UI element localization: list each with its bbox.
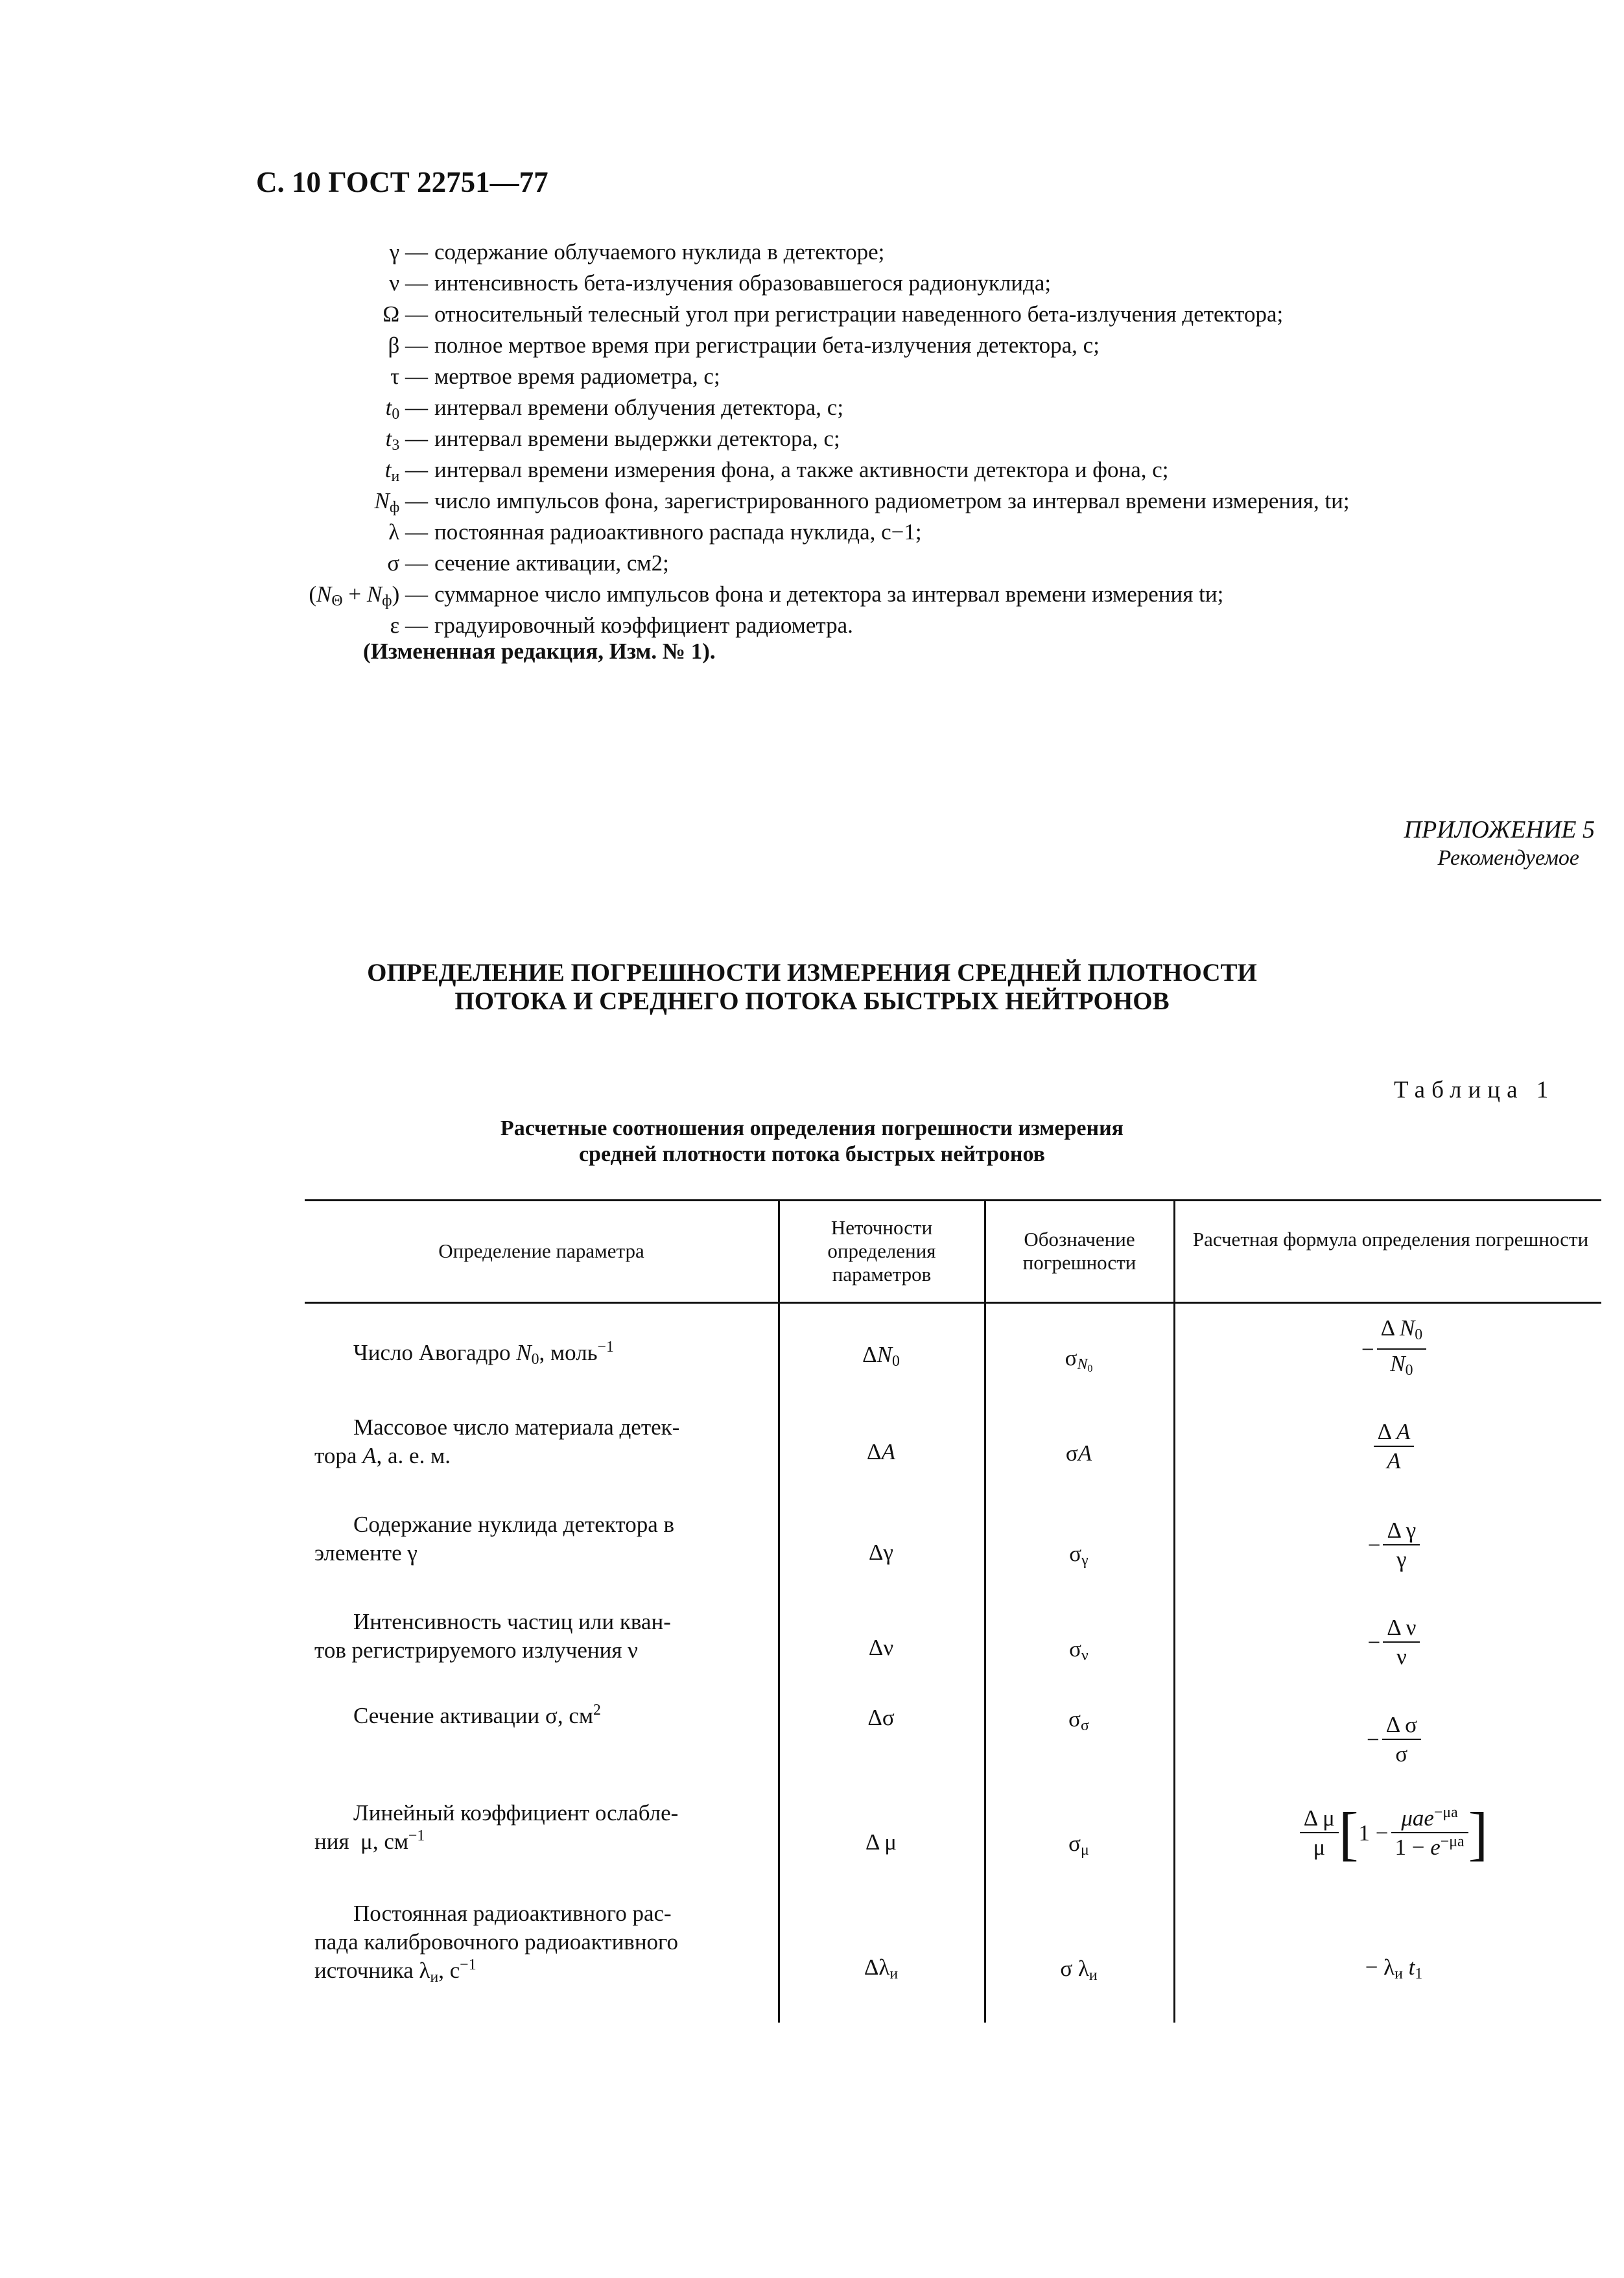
formula-cell: − $\lambda_и$ $t_1$ [1365,1955,1423,1982]
legend-text: интенсивность бета-излучения образовавшегося радионуклида; [434,270,1052,296]
table-column-divider [778,1199,780,2023]
appendix-title: ПРИЛОЖЕНИЕ 5 [1404,816,1595,843]
table-column-divider [1173,1199,1175,2023]
table-row-param: Интенсивность частиц или кван- тов регистрируемого излучения ν [314,1609,671,1663]
legend-text: суммарное число импульсов фона и детектора за интервал времени измерения tи; [434,581,1224,607]
table-label: Таблица 1 [1394,1077,1555,1103]
legend-symbol: λ — [388,519,428,545]
table-row-param: Постоянная радиоактивного рас- пада калибровочного радиоактивного источника $\lambda_и$, $с^{-1}$ [314,1901,679,1986]
table-row-param: Число Авогадро $N_0$, моль$^{-1}$ [353,1338,614,1368]
inaccuracy-cell: ΔA [867,1439,895,1464]
header-designation: Обозначение погрешности [1022,1228,1136,1274]
designation-cell: $\sigma_\gamma$ [1069,1541,1089,1569]
inaccuracy-cell: $\Delta N_0$ [862,1342,900,1370]
table-row-param: Линейный коэффициент ослабле- ния μ, $см^{-1}$ [314,1800,679,1854]
legend-symbol: ε — [390,613,428,638]
appendix-subtitle: Рекомендуемое [1437,846,1579,870]
legend-symbol: β — [388,333,428,358]
table-column-divider [984,1199,986,2023]
legend-symbol: $t_и$ — [384,457,428,485]
legend-text: интервал времени измерения фона, а также активности детектора и фона, с; [434,457,1169,482]
legend-symbol: $t_0$ — [385,395,428,423]
table-header-rule [305,1302,1601,1304]
formula-cell: − $\frac{\text{Δ σ}}{\sigma}$ [1186,1711,1601,1768]
designation-cell: $\sigma_{N_0}$ [1065,1345,1093,1374]
table-caption-line-2: средней плотности потока быстрых нейтронов [578,1142,1046,1166]
legend-symbol: $(N_\Theta + N_ф)$ — [309,581,428,609]
legend-text: полное мертвое время при регистрации бета-излучения детектора, с; [434,333,1100,358]
legend-text: мертвое время радиометра, с; [434,364,720,389]
legend-symbol: $t_3$ — [385,426,428,454]
header-inaccuracy: Неточности определения параметров [827,1216,936,1286]
legend-text: содержание облучаемого нуклида в детекторе; [434,239,885,264]
legend-symbol: γ — [389,239,428,264]
legend-text: сечение активации, см2; [434,550,669,576]
formula-cell: $\frac{\text{Δ μ}}{\mu}$ [1 − $\frac{\mu ae^{-\mu a}}{1 - e^{-\mu a}}$ ] [1186,1803,1601,1863]
designation-cell: $\sigma_\sigma$ [1068,1706,1089,1734]
formula-cell: − $\frac{\text{Δ ν}}{\nu}$ [1186,1614,1601,1671]
inaccuracy-cell: Δγ [869,1540,893,1565]
inaccuracy-cell: Δσ [867,1705,895,1730]
formula-cell: $\frac{\text{Δ A}}{A}$ [1186,1418,1601,1475]
legend-text: число импульсов фона, зарегистрированного радиометром за интервал времени измерения, tи; [434,488,1350,513]
inaccuracy-cell: Δ μ [865,1829,897,1855]
legend-text: интервал времени выдержки детектора, с; [434,426,840,451]
table-row-param: Сечение активации σ, $см^2$ [353,1701,601,1728]
table-row-param: Массовое число материала детек- тора A, а. е. м. [314,1415,680,1468]
legend-symbol: σ — [387,550,428,576]
designation-cell: σA [1065,1440,1092,1466]
amendment-note: (Измененная редакция, Изм. № 1). [363,639,716,664]
main-title-line-1: ОПРЕДЕЛЕНИЕ ПОГРЕШНОСТИ ИЗМЕРЕНИЯ СРЕДНЕЙ ПЛОТНОСТИ [367,959,1257,987]
table-caption-line-1: Расчетные соотношения определения погрешности измерения [500,1116,1124,1140]
legend-text: постоянная радиоактивного распада нуклида, с−1; [434,519,922,545]
header-formula: Расчетная формула определения погрешности [1192,1228,1589,1251]
legend-symbol: τ — [390,364,428,389]
page-header: С. 10 ГОСТ 22751—77 [256,166,548,198]
designation-cell: $\sigma_\nu$ [1069,1636,1089,1664]
table-row-param: Содержание нуклида детектора в элементе γ [314,1512,675,1566]
main-title-line-2: ПОТОКА И СРЕДНЕГО ПОТОКА БЫСТРЫХ НЕЙТРОНОВ [454,987,1170,1015]
formula-cell: − $\frac{\Delta N_0}{N_0}$ [1186,1315,1601,1385]
formula-cell: − $\frac{\text{Δ γ}}{\gamma}$ [1186,1517,1601,1574]
legend-symbol: ν — [389,270,428,296]
table-top-rule [305,1199,1601,1201]
legend-symbol: $N_ф$ — [374,488,428,516]
inaccuracy-cell: $\Delta\lambda_и$ [864,1955,899,1982]
legend-text: относительный телесный угол при регистрации наведенного бета-излучения детектора; [434,301,1284,327]
header-param: Определение параметра [438,1239,644,1262]
designation-cell: σ $\lambda_и$ [1060,1956,1098,1984]
designation-cell: $\sigma_\mu$ [1068,1831,1089,1859]
inaccuracy-cell: Δν [868,1635,894,1660]
legend-text: интервал времени облучения детектора, с; [434,395,844,420]
legend-text: градуировочный коэффициент радиометра. [434,613,853,638]
legend-symbol: Ω — [382,301,428,327]
